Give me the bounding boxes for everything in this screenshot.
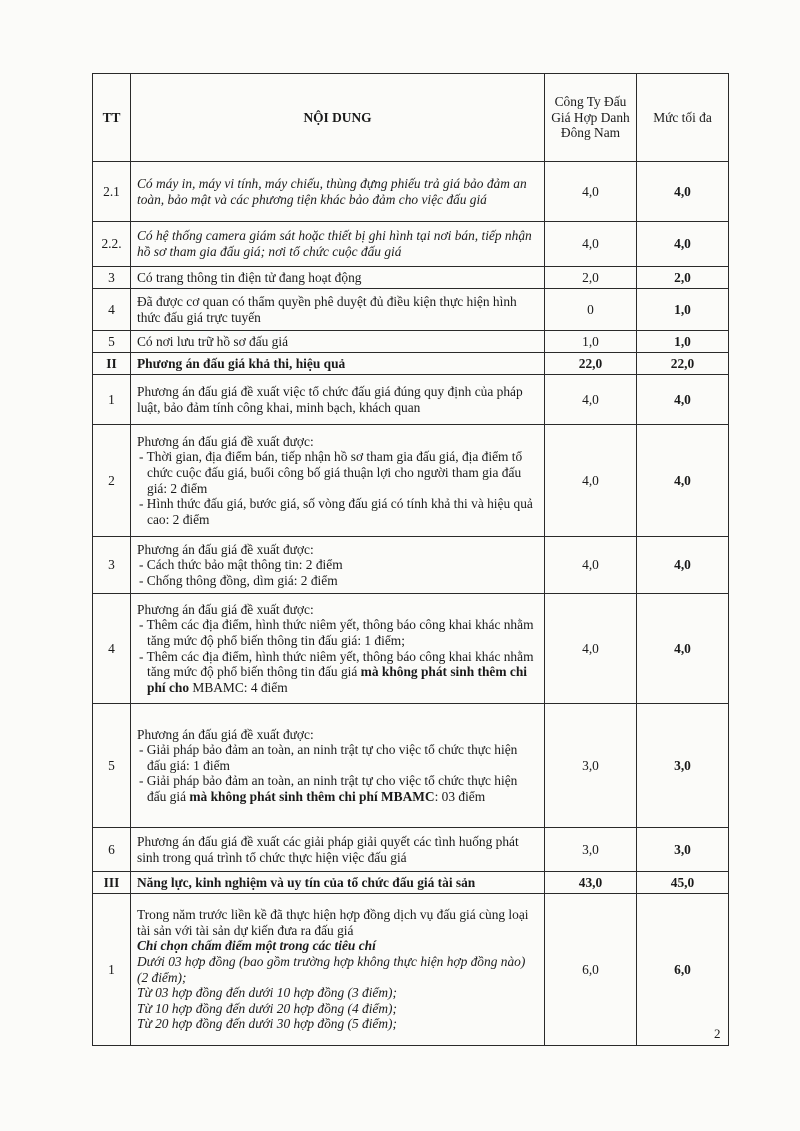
table-row: 6 Phương án đấu giá đề xuất các giải pháp giải quyết các tình huống phát sinh trong quá trình tổ chức thực hiện việc đấu giá 3,0 3,0 [93, 828, 729, 872]
table-row: 1 Trong năm trước liền kề đã thực hiện hợp đồng dịch vụ đấu giá cùng loại tài sản với tài sản dự kiến đưa ra đấu giá Chỉ chọn chấm điểm một trong các tiêu chí Dưới 03 hợp đồng (bao gồm trường hợp không thực hiện hợp đồng nào) (2 điểm); Từ 03 hợp đồng đến dưới 10 hợp đồng (3 điểm); Từ 10 hợp đồng đến dưới 20 hợp đồng (4 điểm); Từ 20 hợp đồng đến dưới 30 hợp đồng (5 điểm); 6,0 6,0 [93, 894, 729, 1046]
table-row: 4 Đã được cơ quan có thẩm quyền phê duyệt đủ điều kiện thực hiện hình thức đấu giá trực tuyến 0 1,0 [93, 289, 729, 331]
section-row: II Phương án đấu giá khả thi, hiệu quả 22,0 22,0 [93, 353, 729, 375]
section-row: III Năng lực, kinh nghiệm và uy tín của tổ chức đấu giá tài sản 43,0 45,0 [93, 872, 729, 894]
table-row: 2.1 Có máy in, máy vi tính, máy chiếu, thùng đựng phiếu trả giá bảo đảm an toàn, bảo mật và các phương tiện khác bảo đảm cho việc đấu giá 4,0 4,0 [93, 162, 729, 222]
header-content: NỘI DUNG [131, 74, 545, 162]
table-row: 1 Phương án đấu giá đề xuất việc tổ chức đấu giá đúng quy định của pháp luật, bảo đảm tính công khai, minh bạch, khách quan 4,0 4,0 [93, 375, 729, 425]
header-tt: TT [93, 74, 131, 162]
table-row: 5 Có nơi lưu trữ hồ sơ đấu giá 1,0 1,0 [93, 331, 729, 353]
scoring-table [92, 73, 729, 1046]
header-max: Mức tối đa [637, 74, 729, 162]
table-header-row [93, 74, 729, 162]
table-row: 2 Phương án đấu giá đề xuất được: - Thời gian, địa điểm bán, tiếp nhận hồ sơ tham gia đấu giá, địa điểm tổ chức cuộc đấu giá, buổi công bố giá thuận lợi cho người tham gia đấu giá: 2 điểm - Hình thức đấu giá, bước giá, số vòng đấu giá có tính khả thi và hiệu quả cao: 2 điểm 4,0 4,0 [93, 425, 729, 537]
table-row: 2.2. Có hệ thống camera giám sát hoặc thiết bị ghi hình tại nơi bán, tiếp nhận hồ sơ tham gia đấu giá; nơi tổ chức cuộc đấu giá 4,0 4,0 [93, 222, 729, 267]
page-number: 2 [714, 1026, 721, 1041]
table-row: 5 Phương án đấu giá đề xuất được: - Giải pháp bảo đảm an toàn, an ninh trật tự cho việc tổ chức thực hiện đấu giá: 1 điểm - Giải pháp bảo đảm an toàn, an ninh trật tự cho việc tổ chức thực hiện đấu giá mà không phát sinh thêm chi phí MBAMC: 03 điểm 3,0 3,0 [93, 704, 729, 828]
table-row: 3 Phương án đấu giá đề xuất được: - Cách thức bảo mật thông tin: 2 điểm - Chống thông đồng, dìm giá: 2 điểm 4,0 4,0 [93, 537, 729, 594]
table-row: 3 Có trang thông tin điện tử đang hoạt động 2,0 2,0 [93, 267, 729, 289]
table-row: 4 Phương án đấu giá đề xuất được: - Thêm các địa điểm, hình thức niêm yết, thông báo công khai khác nhằm tăng mức độ phổ biến thông tin đấu giá: 1 điểm; - Thêm các địa điểm, hình thức niêm yết, thông báo công khai khác nhằm tăng mức độ phổ biến thông tin đấu giá mà không phát sinh thêm chi phí cho MBAMC: 4 điểm 4,0 4,0 [93, 594, 729, 704]
header-company: Công Ty Đấu Giá Hợp Danh Đông Nam [545, 74, 637, 162]
